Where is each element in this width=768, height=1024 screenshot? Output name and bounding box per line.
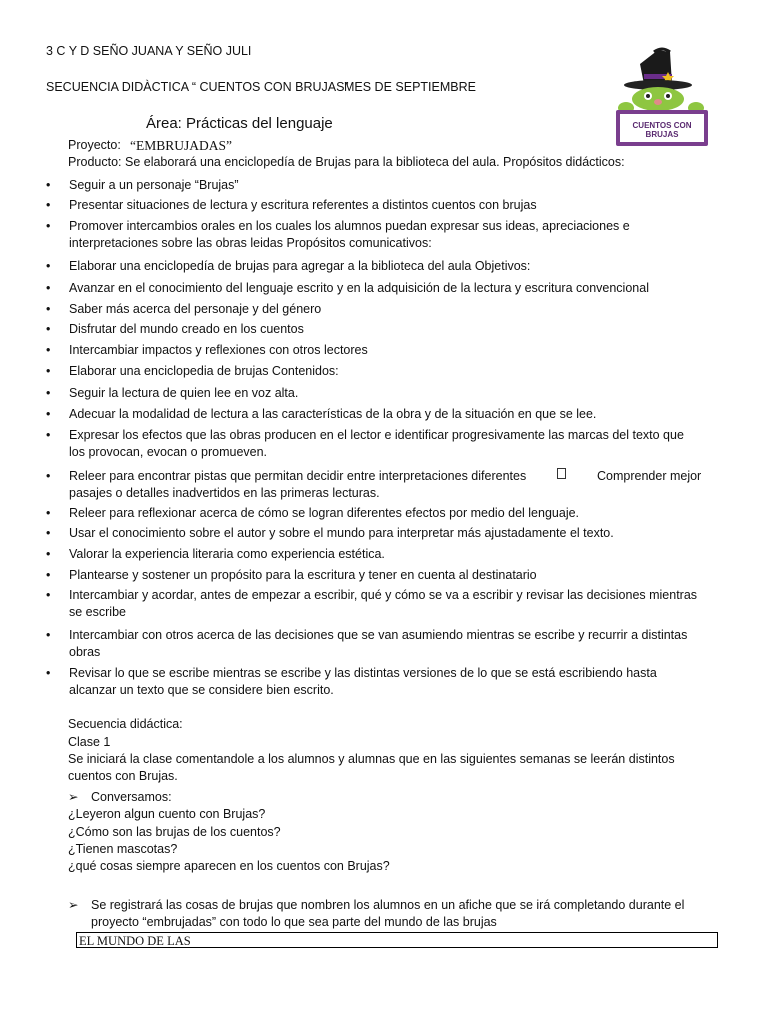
- question: ¿qué cosas siempre aparecen en los cuentos con Brujas?: [68, 859, 390, 873]
- registro-line-2: proyecto “embrujadas” con todo lo que sea parte del mundo de las brujas: [91, 915, 497, 929]
- proyecto-name: “EMBRUJADAS”: [130, 138, 233, 153]
- missing-glyph-icon: [557, 468, 566, 479]
- arrow-icon: ➢: [68, 898, 79, 912]
- area-title: Área: Prácticas del lenguaje: [146, 115, 333, 132]
- arrow-icon: ➢: [68, 790, 79, 804]
- list-item-continuation: se escribe: [69, 605, 126, 619]
- intro-line-2: cuentos con Brujas.: [68, 769, 178, 783]
- cuentos-con-brujas-logo: [610, 44, 712, 148]
- header-line-2b: MES DE SEPTIEMBRE: [344, 80, 476, 94]
- question: ¿Cómo son las brujas de los cuentos?: [68, 825, 281, 839]
- secuencia-label: Secuencia didáctica:: [68, 717, 183, 731]
- table-header-cell: EL MUNDO DE LAS: [76, 932, 718, 948]
- question: ¿Tienen mascotas?: [68, 842, 178, 856]
- registro-line-1: Se registrará las cosas de brujas que nombren los alumnos en un afiche que se irá completando durante el: [91, 898, 685, 912]
- list-item-continuation: obras: [69, 645, 101, 659]
- logo-label: CUENTOS CON BRUJAS: [632, 121, 692, 139]
- intro-line-1: Se iniciará la clase comentandole a los alumnos y alumnas que en las siguientes semanas se leerán distintos: [68, 752, 675, 766]
- header-line-1: 3 C Y D SEÑO JUANA Y SEÑO JULI: [46, 44, 252, 58]
- list-item-continuation: los provocan, evocan o promueven.: [69, 445, 268, 459]
- list-item-continuation: alcanzar un texto que se considere bien escrito.: [69, 683, 334, 697]
- proyecto-label: Proyecto:: [68, 138, 121, 152]
- list-item-continuation: pasajes o detalles inadvertidos en las primeras lecturas.: [69, 486, 380, 500]
- list-item-fragment: Comprender mejor: [597, 469, 702, 483]
- question: ¿Leyeron algun cuento con Brujas?: [68, 807, 266, 821]
- header-line-2a: SECUENCIA DIDÀCTICA “ CUENTOS CON BRUJAS”: [46, 80, 349, 94]
- conversamos-label: Conversamos:: [91, 790, 172, 804]
- list-item-continuation: interpretaciones sobre las obras leidas Propósitos comunicativos:: [69, 236, 432, 250]
- producto-line: Producto: Se elaborará una enciclopedía de Brujas para la biblioteca del aula. Propósitos didácticos:: [68, 155, 625, 169]
- clase-label: Clase 1: [68, 735, 111, 749]
